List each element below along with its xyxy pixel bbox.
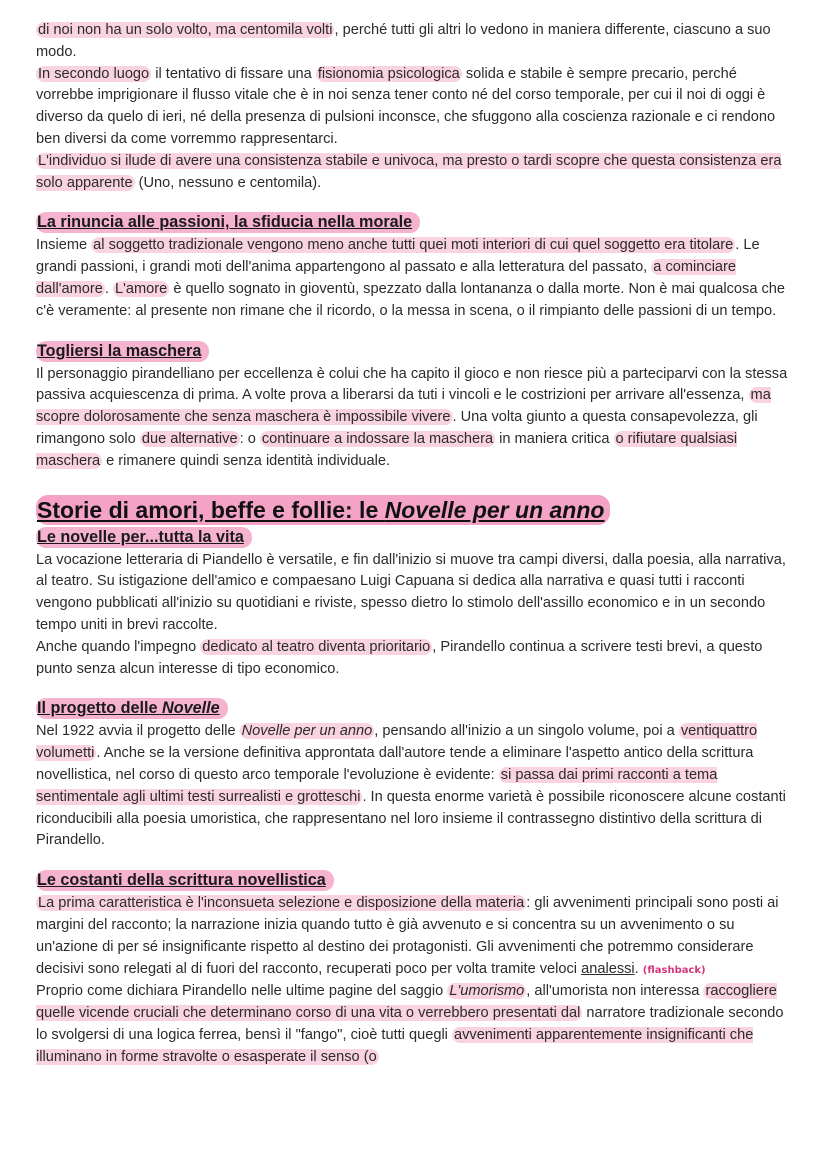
section-paragraph-maschera: Il personaggio pirandelliano per eccellenza è colui che ha capito il gioco e non riesce più a parteciparvi con la stessa passiva acquiescenza di prima. A volte prova a liberarsi da tuti i vincoli e le costrizioni per arrivare all'essenza, ma scopre dolorosamente che senza maschera è impossibile vivere . Una volta giunto a questa consapevolezza, gli rimangono solo due alternative : o continuare a indossare la maschera in maniera critica o rifiutare qualsiasi maschera e rimanere quindi senza identità individuale. [36, 365, 788, 469]
section-paragraph-costanti-1: La prima caratteristica è l'inconsueta selezione e disposizione della materia : gli avvenimenti principali sono posti ai margini del racconto; la narrazione inizia quando tutto è già avvenuto e si concentra su un avvenimento o su un'azione di per sé insignificante rispetto al destino dei protagonisti. Gli avvenimenti che potremmo considerare decisivi sono relegati al di fuori del racconto, recuperati poco per volta tramite veloci analessi. (flashback) [36, 895, 779, 977]
section-heading-novelle-vita: Le novelle per...tutta la vita [36, 527, 252, 548]
section-heading-progetto: Il progetto delle Novelle [36, 698, 228, 719]
section-paragraph-costanti-2: Proprio come dichiara Pirandello nelle ultime pagine del saggio L'umorismo , all'umorista non interessa raccogliere quelle vicende cruciali che determinano corso di una vita o verrebbero presentati dal narratore tradizionale secondo lo svolgersi di una logica ferrea, bensì il "fango", cioè tutti quegli avvenimenti apparentemente insignificanti che illuminano in forme stravolte o esasperate il senso (o [36, 983, 784, 1065]
section-heading-costanti: Le costanti della scrittura novellistica [36, 870, 334, 891]
section-paragraph-novelle-vita-2: Anche quando l'impegno dedicato al teatro diventa prioritario , Pirandello continua a scrivere testi brevi, a questo punto senza alcun interesse di tipo economico. [36, 638, 763, 677]
section-paragraph-passioni: Insieme al soggetto tradizionale vengono meno anche tutti quei moti interiori di cui quel soggetto era titolare . Le grandi passioni, i grandi moti dell'anima appartengono al passato e alla letteratura del passato, a cominciare dall'amore . L'amore è quello sognato in gioventù, spezzato dalla lontananza o dalla morte. Non è mai qualcosa che c'è veramente: al presente non rimane che il ricordo, o la messa in scena, o il rimpianto delle passioni di un tempo. [36, 237, 786, 319]
section-paragraph-progetto: Nel 1922 avvia il progetto delle Novelle per un anno , pensando all'inizio a un singolo volume, poi a ventiquattro volumetti . Anche se la versione definitiva approntata dall'autore tende a eliminare l'aspetto antico della scrittura novellistica, nel corso di questo arco temporale l'evoluzione è evidente: si passa dai primi racconti a tema sentimentale agli ultimi testi surrealisti e grotteschi . In questa enorme varietà è possibile riconoscere alcune costanti riconducibili alla poesia umoristica, che rappresentano nel loro insieme il contrassegno distintivo della scrittura di Pirandello. [36, 723, 786, 849]
chapter-title: Storie di amori, beffe e follie: le Novelle per un anno [36, 495, 610, 525]
intro-paragraph-2: In secondo luogo il tentativo di fissare una fisionomia psicologica solida e stabile è sempre precario, perché vorrebbe imprigionare il flusso vitale che è in noi senza tener conto né del corso temporale, per cui il noi di oggi è diverso da quelo di ieri, né della presenza di pulsioni inconsce, che sfuggono alla coscienza razionale e ci rendono ben diversi da come vorremmo rappresentarci. [36, 65, 776, 147]
section-heading-passioni: La rinuncia alle passioni, la sfiducia nella morale [36, 212, 420, 233]
intro-paragraph-3: L'individuo si ilude di avere una consistenza stabile e univoca, ma presto o tardi scopre che questa consistenza era solo apparente (Uno, nessuno e centomila). [36, 152, 782, 191]
handwritten-note: (flashback) [642, 964, 706, 976]
section-heading-maschera: Togliersi la maschera [36, 341, 209, 362]
section-paragraph-novelle-vita-1: La vocazione letteraria di Piandello è versatile, e fin dall'inizio si muove tra campi diversi, dalla poesia, alla narrativa, al teatro. Su istigazione dell'amico e compaesano Luigi Capuana si dedica alla narrativa e quasi tutti i racconti vengono pubblicati all'inizio su quotidiani e riviste, spesso dietro lo stimolo dell'assillo economico e in un secondo tempo uniti in brevi raccolte. [36, 551, 786, 633]
intro-paragraph-1: di noi non ha un solo volto, ma centomila volti , perché tutti gli altri lo vedono in maniera differente, ciascuno a suo modo. [36, 22, 771, 60]
